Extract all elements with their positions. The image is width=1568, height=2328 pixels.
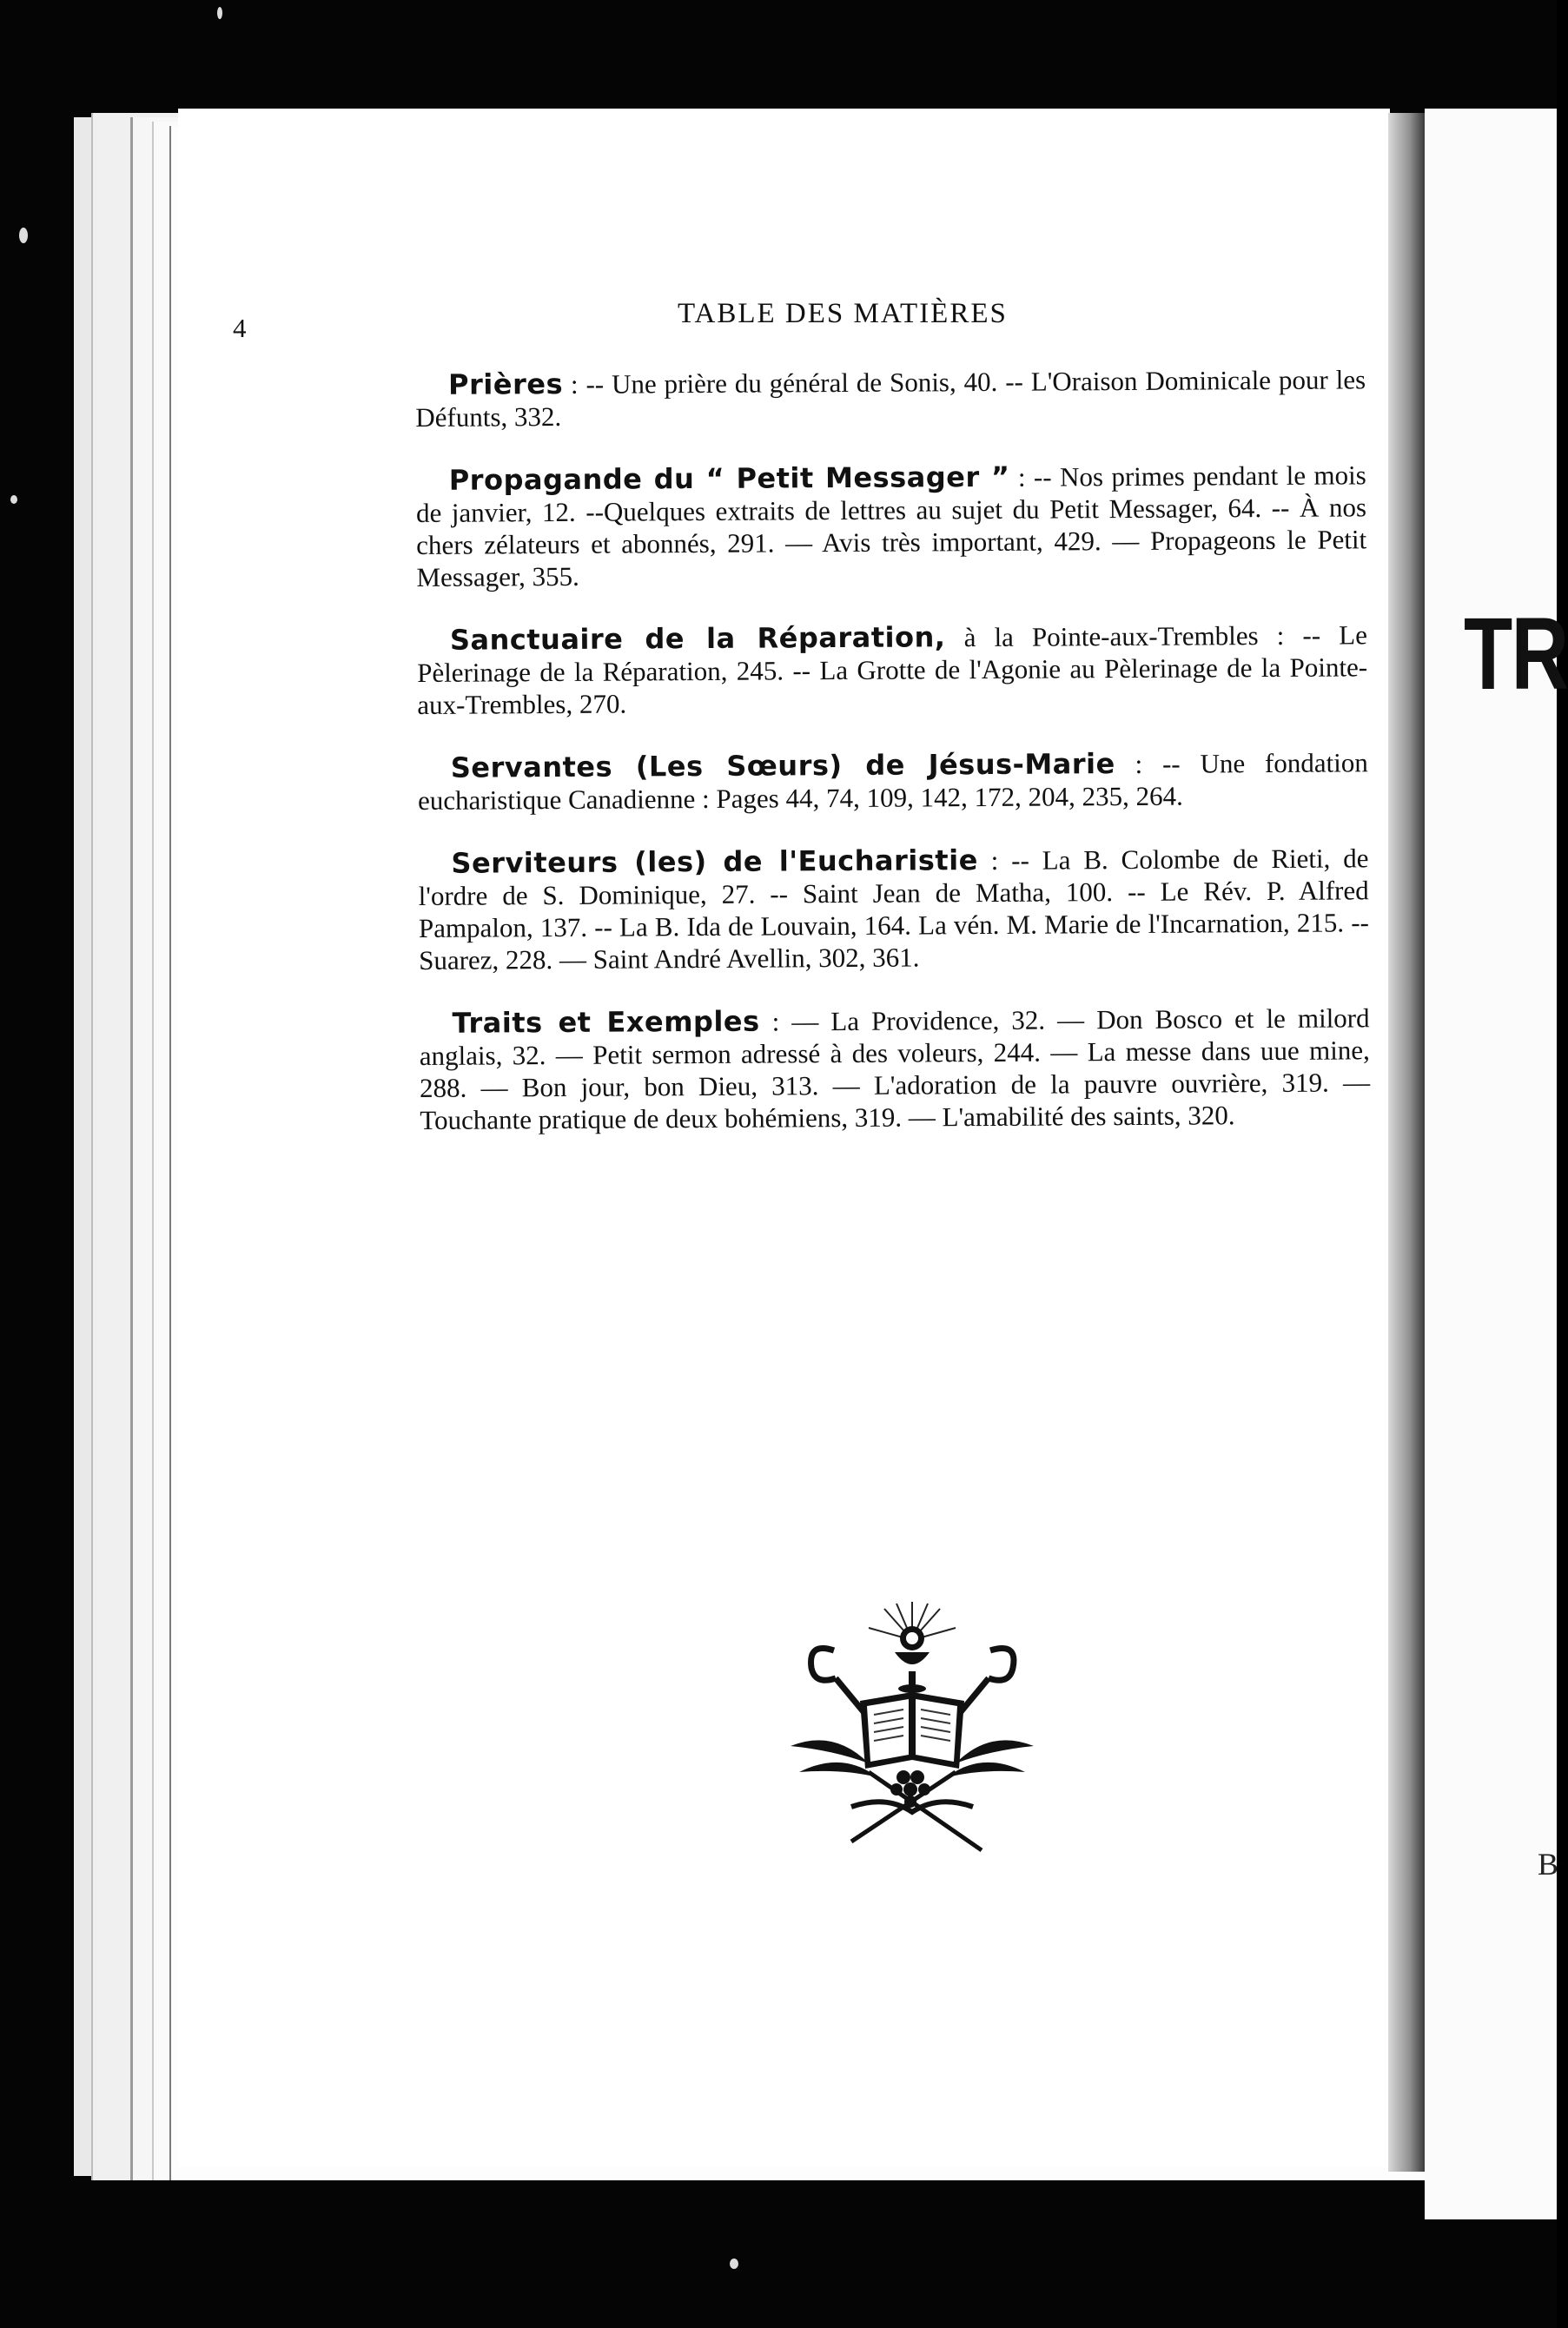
table-of-contents — [415, 363, 1371, 1167]
facing-page-letter-fragment: B — [1538, 1847, 1559, 1882]
scan-speck — [10, 495, 17, 504]
entry-heading: Traits et Exemples — [452, 1004, 760, 1040]
toc-entry: Prières : -- Une prière du général de Sonis, 40. -- L'Oraison Dominicale pour les Défunts, 332. — [415, 364, 1366, 433]
toc-entry: Serviteurs (les) de l'Eucharistie : -- La B. Colombe de Rieti, de l'ordre de S. Dominique, 27. -- Saint Jean de Matha, 100. -- Le Rév. P. Alfred Pampalon, 137. -- La B. Ida de Louvain, 164. La vén. M. Marie de l'Incarnation, 215. -- Suarez, 228. — Saint André Avellin, 302, 361. — [418, 843, 1370, 976]
scan-speck — [19, 228, 28, 243]
entry-heading: Serviteurs (les) de l'Eucharistie — [451, 843, 978, 880]
entry-text: à la Pointe-aux-Trembles : -- Le Pèlerinage de la Réparation, 245. -- La Grotte de l'Agonie au Pèlerinage de la Pointe-aux-Trembles, 270. — [417, 619, 1368, 720]
entry-text: -- Nos primes pendant le mois de janvier, 12. --Quelques extraits de lettres au sujet du Petit Messager, 64. -- À nos chers zélateurs et abonnés, 291. — Avis très important, 429. — Propageons le Petit Messager, 355. — [415, 460, 1367, 592]
entry-heading: Propagande du “ Petit Messager ” — [448, 460, 1010, 497]
entry-text: -- Une prière du général de Sonis, 40. -- L'Oraison Dominicale pour les Défunts, 332. — [415, 364, 1366, 433]
entry-heading: Prières — [447, 367, 564, 401]
running-head: TABLE DES MATIÈRES — [678, 298, 1008, 329]
scan-speck — [217, 7, 222, 19]
entry-heading: Servantes (Les Sœurs) de Jésus-Marie — [450, 747, 1115, 784]
toc-entry: Servantes (Les Sœurs) de Jésus-Marie : -- Une fondation eucharistique Canadienne : Pages 44, 74, 109, 142, 172, 204, 235, 264. — [417, 747, 1368, 816]
eucharistic-emblem-icon — [773, 1598, 1051, 1859]
entry-text: — La Providence, 32. — Don Bosco et le milord anglais, 32. — Petit sermon adressé à des voleurs, 244. — La messe dans uue mine, 288. — Bon jour, bon Dieu, 313. — L'adoration de la pauvre ouvrière, 319. — Touchante pratique de deux bohémiens, 319. — L'amabilité des saints, 320. — [419, 1002, 1371, 1135]
scan-speck — [730, 2259, 738, 2269]
toc-entry — [417, 618, 1368, 721]
book-gutter — [1388, 113, 1425, 2172]
facing-page — [1425, 109, 1568, 2219]
toc-entry: Propagande du “ Petit Messager ” : -- Nos primes pendant le mois de janvier, 12. --Quelques extraits de lettres au sujet du Petit Messager, 64. -- À nos chers zélateurs et abonnés, 291. — Avis très important, 429. — Propageons le Petit Messager, 355. — [415, 460, 1367, 592]
toc-entry: Traits et Exemples : — La Providence, 32. — Don Bosco et le milord anglais, 32. — Petit sermon adressé à des voleurs, 244. — La messe dans uue mine, 288. — Bon jour, bon Dieu, 313. — L'adoration de la pauvre ouvrière, 319. — Touchante pratique de deux bohémiens, 319. — L'amabilité des saints, 320. — [419, 1002, 1371, 1135]
facing-page-title-fragment: TR — [1464, 597, 1568, 711]
page-number: 4 — [233, 313, 247, 343]
entry-text: -- La B. Colombe de Rieti, de l'ordre de S. Dominique, 27. -- Saint Jean de Matha, 100. -- Le Rév. P. Alfred Pampalon, 137. -- La B. Ida de Louvain, 164. La vén. M. Marie de l'Incarnation, 215. -- Suarez, 228. — Saint André Avellin, 302, 361. — [418, 843, 1370, 976]
entry-heading: Sanctuaire de la Réparation, — [449, 620, 946, 657]
entry-text: -- Une fondation eucharistique Canadienne : Pages 44, 74, 109, 142, 172, 204, 235, 264. — [417, 747, 1368, 816]
